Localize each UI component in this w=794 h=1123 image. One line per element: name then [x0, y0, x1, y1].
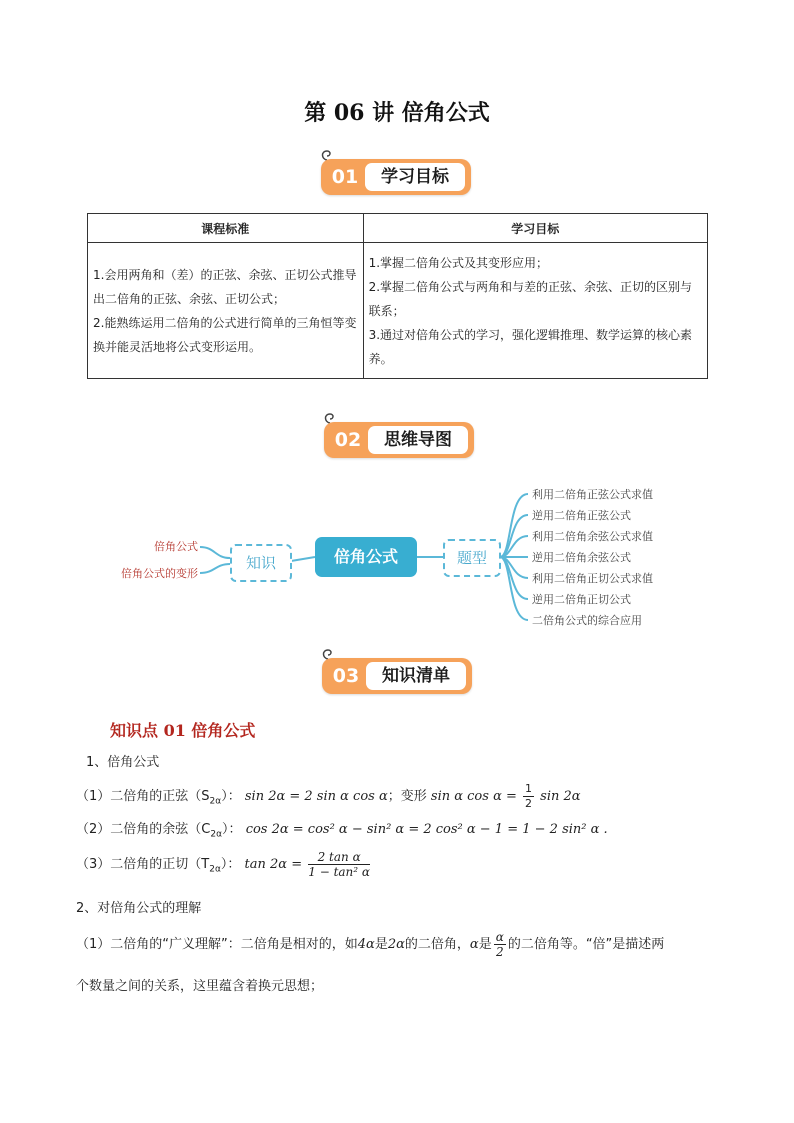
formula-tan-row: [76, 850, 372, 879]
formula-variant-label: ；变形: [387, 789, 427, 804]
formula-sin: sin 2α = 2 sin α cos α: [244, 789, 388, 804]
formula-sin-variant-lhs: sin α cos α =: [430, 789, 517, 804]
knowledge-heading: 知识点 01 倍角公式: [110, 721, 256, 740]
mindmap-leaf: 倍角公式: [154, 540, 198, 553]
goal-item: 3.通过对倍角公式的学习，强化逻辑推理、数学运算的核心素养。: [368, 327, 693, 366]
item-title: 2、对倍角公式的理解: [76, 901, 202, 916]
mindmap-leaf: 逆用二倍角正切公式: [532, 593, 631, 606]
mindmap-node-knowledge: 知识: [230, 544, 292, 582]
section-badge-03: [322, 652, 474, 698]
formula-cos: cos 2α = cos² α − sin² α = 2 cos² α − 1 = 1 − 2 sin² α .: [245, 822, 608, 837]
table-row: [88, 243, 708, 379]
section-badge-02: [324, 416, 476, 462]
formula-sin-variant-rhs: sin 2α: [540, 789, 581, 804]
paragraph-text: 是: [478, 937, 492, 952]
mindmap-leaf: 利用二倍角正切公式求值: [532, 572, 653, 585]
goal-item: 1.掌握二倍角公式及其变形应用；: [368, 255, 549, 270]
table-cell-standard: [88, 243, 364, 379]
fraction-numerator: 2 tan α: [308, 850, 370, 865]
formula-label-close: ）：: [221, 789, 241, 804]
math-inline: 4α: [357, 937, 375, 952]
mindmap-leaf: 逆用二倍角正弦公式: [532, 509, 631, 522]
formula-label: （3）二倍角的正切（T: [76, 857, 210, 872]
fraction-denominator: 2: [495, 945, 504, 959]
badge-number: 03: [332, 665, 360, 687]
badge-label: 思维导图: [384, 430, 452, 450]
standard-item: 1.会用两角和（差）的正弦、余弦、正切公式推导出二倍角的正弦、余弦、正切公式；: [93, 267, 357, 306]
formula-tan-lhs: tan 2α =: [244, 857, 303, 872]
paragraph-line: [76, 930, 664, 959]
mindmap-node-question-types: 题型: [443, 539, 501, 577]
formula-label: （2）二倍角的余弦（C: [76, 822, 211, 837]
formula-sin-row: [76, 782, 581, 811]
table-header-goals: 学习目标: [363, 214, 707, 243]
formula-subscript: 2α: [209, 796, 222, 807]
table-header-standard: 课程标准: [88, 214, 364, 243]
badge-label: 知识清单: [382, 666, 450, 686]
goal-item: 2.掌握二倍角公式与两角和与差的正弦、余弦、正切的区别与联系；: [368, 279, 693, 318]
fraction: [494, 930, 506, 959]
formula-label-close: ）：: [222, 822, 242, 837]
formula-cos-row: [76, 818, 608, 840]
section-badge-01: [321, 153, 473, 199]
math-inline: α: [469, 937, 479, 952]
math-inline: 2α: [387, 937, 405, 952]
paragraph-text: 的二倍角等。“倍”是描述两: [507, 937, 665, 952]
table-cell-goals: [363, 243, 707, 379]
formula-subscript: 2α: [210, 829, 223, 840]
mindmap-leaf: 二倍角公式的综合应用: [532, 614, 642, 627]
formula-label-close: ）：: [220, 857, 241, 872]
mindmap-center-node: 倍角公式: [315, 537, 417, 577]
table-header-row: [88, 214, 708, 243]
formula-subscript: 2α: [209, 864, 221, 875]
formula-label: （1）二倍角的正弦（S: [76, 789, 210, 804]
paragraph-line: 个数量之间的关系，这里蕴含着换元思想；: [76, 979, 324, 994]
badge-label: 学习目标: [381, 167, 449, 187]
badge-number: 01: [331, 166, 359, 188]
standard-item: 2.能熟练运用二倍角的公式进行简单的三角恒等变换并能灵活地将公式变形运用。: [93, 315, 357, 354]
paragraph-text: 是: [374, 937, 388, 952]
mindmap-leaf: 利用二倍角正弦公式求值: [532, 488, 653, 501]
mindmap-leaf: 逆用二倍角余弦公式: [532, 551, 631, 564]
badge-number: 02: [334, 429, 362, 451]
fraction-numerator: 1: [525, 782, 533, 795]
page-title: 第 06 讲 倍角公式: [304, 100, 490, 126]
paragraph-text: 的二倍角，: [404, 937, 470, 952]
paragraph-text: （1）二倍角的“广义理解”：二倍角是相对的，如: [76, 937, 358, 952]
fraction-denominator: 1 − tan² α: [308, 865, 371, 879]
fraction-numerator: α: [495, 930, 504, 944]
mindmap-leaf: 利用二倍角余弦公式求值: [532, 530, 653, 543]
mindmap-leaf: 倍角公式的变形: [121, 567, 198, 580]
fraction: [523, 782, 534, 811]
item-title: 1、倍角公式: [86, 755, 160, 770]
goals-table: [87, 213, 708, 379]
fraction-denominator: 2: [525, 797, 533, 810]
fraction: [308, 850, 370, 879]
